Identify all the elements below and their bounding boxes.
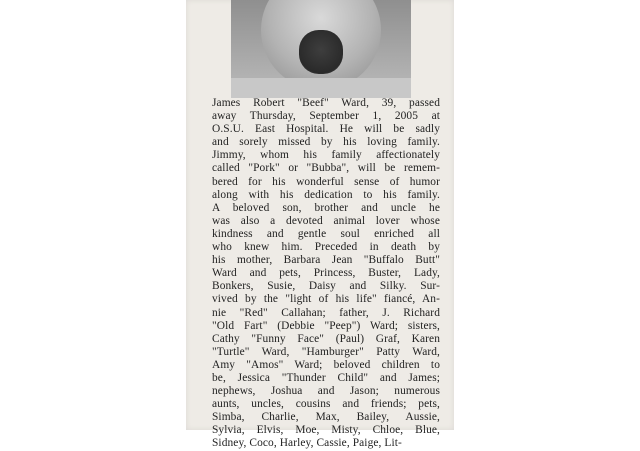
portrait-photo [231,0,411,92]
text-line: was also a devoted animal lover whose [212,214,440,227]
text-line: vived by the "light of his life" fiancé, An- [212,293,440,306]
text-line: and sorely missed by his loving family. [212,136,440,149]
text-line: his mother, Barbara Jean "Buffalo Butt" [212,254,440,267]
beard-shape [299,30,343,74]
text-line: nie "Red" Callahan; father, J. Richard [212,306,440,319]
text-line: who knew him. Preceded in death by [212,241,440,254]
text-line: "Turtle" Ward, "Hamburger" Patty Ward, [212,345,440,358]
text-line: bered for his wonderful sense of humor [212,175,440,188]
text-line: Cathy "Funny Face" (Paul) Graf, Karen [212,332,440,345]
text-line: along with his dedication to his family. [212,188,440,201]
text-line: "Old Fart" (Debbie "Peep") Ward; sisters, [212,319,440,332]
text-line: James Robert "Beef" Ward, 39, passed [212,97,440,109]
text-line: aunts, uncles, cousins and friends; pets, [212,398,440,411]
text-line: Ward and pets, Princess, Buster, Lady, [212,267,440,280]
text-line: Sidney, Coco, Harley, Cassie, Paige, Lit- [212,437,402,450]
text-line: nephews, Joshua and Jason; numerous [212,385,440,398]
text-line: A beloved son, brother and uncle he [212,201,440,214]
text-line: Simba, Charlie, Max, Bailey, Aussie, [212,411,440,424]
text-line: Jimmy, whom his family affectionately [212,149,440,162]
text-line: Sylvia, Elvis, Moe, Misty, Chloe, Blue, [212,424,440,437]
text-line: O.S.U. East Hospital. He will be sadly [212,123,440,136]
text-line: Amy "Amos" Ward; beloved children to [212,358,440,371]
text-line: kindness and gentle soul enriched all [212,227,440,240]
text-line: be, Jessica "Thunder Child" and James; [212,371,440,384]
shirt-shape [231,78,411,98]
newspaper-clipping [186,0,454,450]
text-line: away Thursday, September 1, 2005 at [212,110,440,123]
text-line: called "Pork" or "Bubba", will be remem- [212,162,440,175]
obituary-text [212,97,440,451]
text-line: Bonkers, Susie, Daisy and Silky. Sur- [212,280,440,293]
